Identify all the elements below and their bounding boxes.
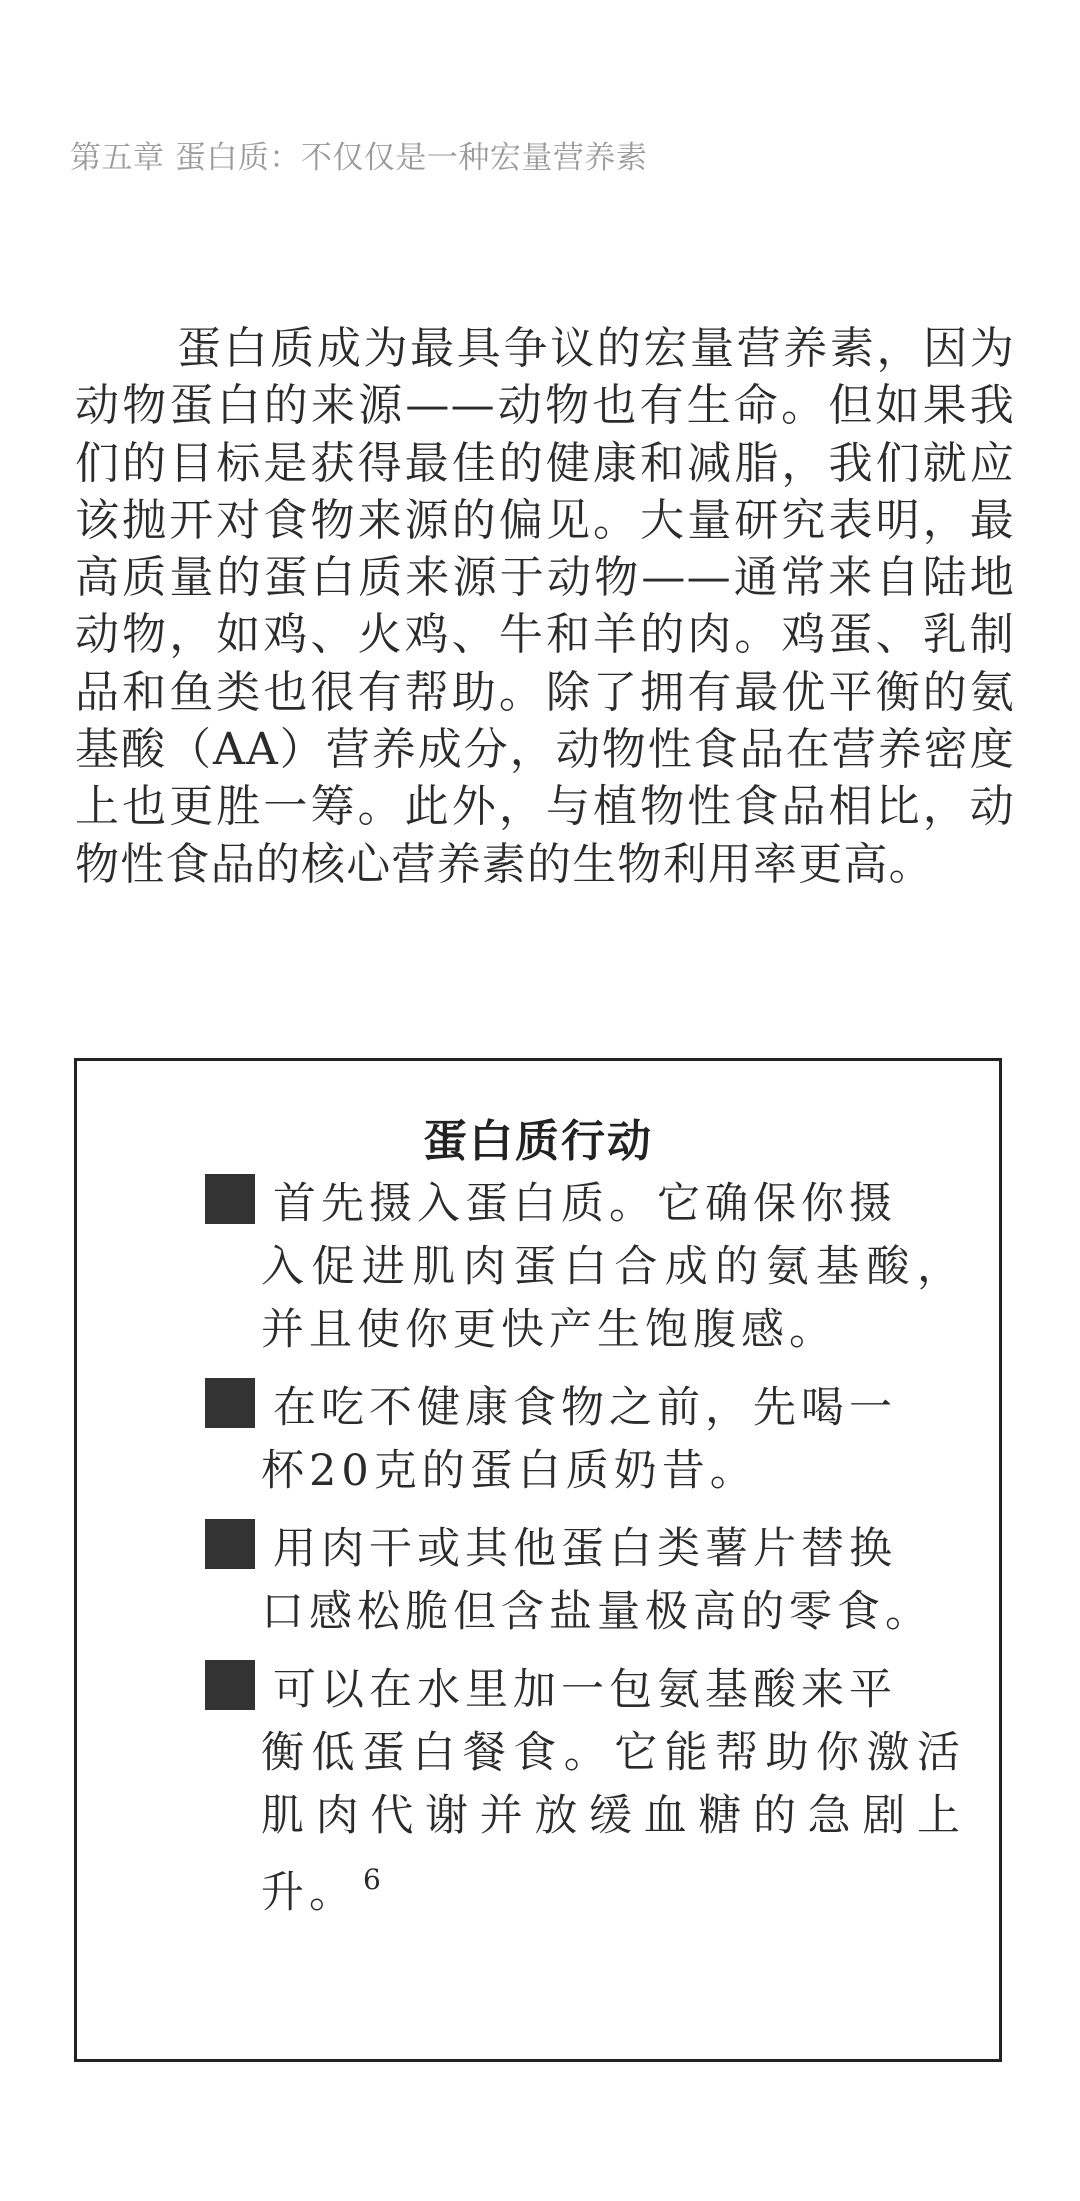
bullet-text-line1: 用肉干或其他蛋白类薯片替换 — [273, 1524, 897, 1574]
list-item — [205, 1659, 965, 1925]
bullet-text-rest: 入促进肌肉蛋白合成的氨基酸，并且使你更快产生饱腹感。 — [261, 1242, 965, 1355]
list-item — [205, 1518, 965, 1644]
protein-action-box — [74, 1058, 1002, 2062]
bullet-text-rest: 杯20克的蛋白质奶昔。 — [261, 1446, 758, 1496]
bullet-text-rest: 口感松脆但含盐量极高的零食。 — [261, 1587, 933, 1637]
square-bullet-icon — [205, 1174, 255, 1224]
body-paragraph: 蛋白质成为最具争议的宏量营养素，因为动物蛋白的来源——动物也有生命。但如果我们的目标是获得最佳的健康和减脂，我们就应该抛开对食物来源的偏见。大量研究表明，最高质量的蛋白质来源于动物——通常来自陆地动物，如鸡、火鸡、牛和羊的肉。鸡蛋、乳制品和鱼类也很有帮助。除了拥有最优平衡的氨基酸（AA）营养成分，动物性食品在营养密度上也更胜一筹。此外，与植物性食品相比，动物性食品的核心营养素的生物利用率更高。 — [75, 323, 1015, 890]
square-bullet-icon — [205, 1519, 255, 1569]
bullet-text-rest-body: 衡低蛋白餐食。它能帮助你激活肌肉代谢并放缓血糖的急剧上升。 — [261, 1728, 965, 1918]
action-list — [205, 1173, 965, 1940]
bullet-text-line1: 首先摄入蛋白质。它确保你摄 — [273, 1179, 897, 1229]
chapter-header: 第五章 蛋白质：不仅仅是一种宏量营养素 — [70, 140, 648, 176]
list-item — [205, 1173, 965, 1362]
footnote-marker: 6 — [363, 1863, 381, 1896]
square-bullet-icon — [205, 1660, 255, 1710]
bullet-text-line1: 可以在水里加一包氨基酸来平 — [273, 1665, 897, 1715]
bullet-text-rest — [205, 1722, 965, 1925]
bullet-text-line1: 在吃不健康食物之前，先喝一 — [273, 1383, 897, 1433]
box-title: 蛋白质行动 — [423, 1116, 653, 1167]
list-item — [205, 1377, 965, 1503]
square-bullet-icon — [205, 1378, 255, 1428]
